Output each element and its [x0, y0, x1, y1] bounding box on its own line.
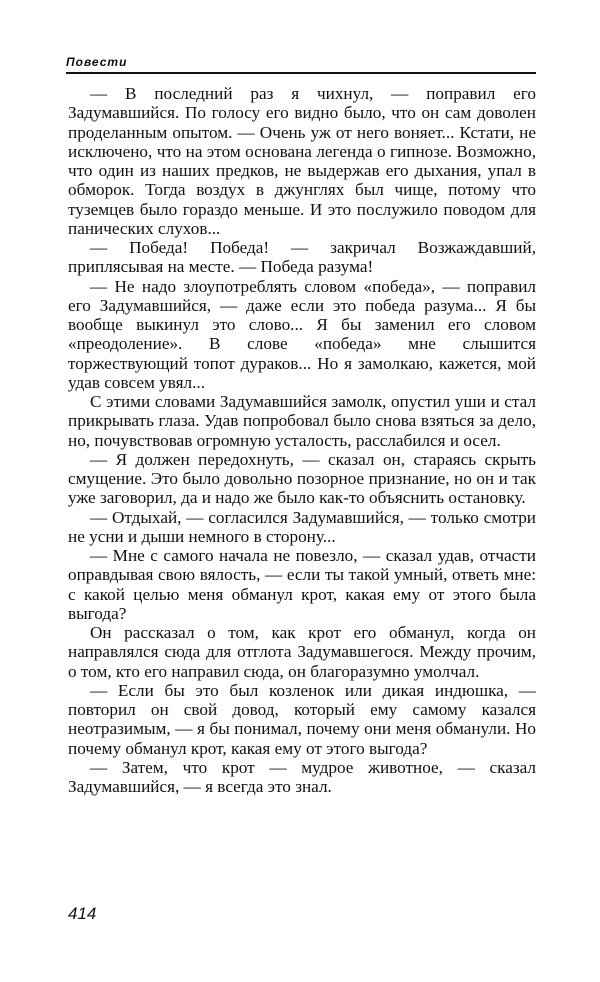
running-head-title: Повести — [66, 55, 128, 69]
page-number: 414 — [68, 904, 97, 923]
paragraph: — Я должен передохнуть, — сказал он, стараясь скрыть смущение. Это было довольно позорное признание, но он и так уже заговорил, да и надо же было как-то объяснить остановку. — [68, 449, 536, 508]
paragraph: Он рассказал о том, как крот его обманул, когда он направлялся сюда для отглота Задумавшегося. Между прочим, о том, кто его направил сюда, он благоразумно умолчал. — [68, 623, 536, 681]
paragraph: С этими словами Задумавшийся замолк, опустил уши и стал прикрывать глаза. Удав попробовал было снова взяться за дело, но, почувствовав огромную усталость, расслабился и осел. — [68, 392, 536, 450]
paragraph: — Затем, что крот — мудрое животное, — сказал Задумавшийся, — я всегда это знал. — [68, 757, 536, 796]
paragraph: — Если бы это был козленок или дикая индюшка, — повторил он свой довод, который ему самому казался неотразимым, — я бы понимал, почему они меня обманули. Но почему обманул крот, какая ему от этого выгода? — [68, 680, 536, 758]
paragraph: — Отдыхай, — согласился Задумавшийся, — только смотри не усни и дыши немного в сторону... — [68, 507, 536, 546]
body-text — [68, 84, 536, 796]
paragraph: — Победа! Победа! — закричал Возжаждавший, приплясывая на месте. — Победа разума! — [68, 238, 536, 277]
paragraph: — Не надо злоупотреблять словом «победа», — поправил его Задумавшийся, — даже если это победа разума... Я бы вообще выкинул это слово... Я бы заменил его словом «преодоление». В слове «победа» мне слышится торжествующий топот дураков... Но я замолкаю, кажется, мой удав совсем увял... — [68, 276, 536, 392]
paragraph: — В последний раз я чихнул, — поправил его Задумавшийся. По голосу его видно было, что он сам доволен проделанным опытом. — Очень уж от него воняет... Кстати, не исключено, что на этом основана легенда о гипнозе. Возможно, что один из наших предков, не выдержав его дыхания, упал в обморок. Тогда воздух в джунглях был чище, потому что туземцев было гораздо меньше. И это послужило поводом для панических слухов... — [68, 84, 536, 238]
running-head — [66, 52, 536, 74]
paragraph: — Мне с самого начала не повезло, — сказал удав, отчасти оправдывая свою вялость, — если ты такой умный, ответь мне: с какой целью меня обманул крот, какая ему от этого была выгода? — [68, 546, 536, 623]
